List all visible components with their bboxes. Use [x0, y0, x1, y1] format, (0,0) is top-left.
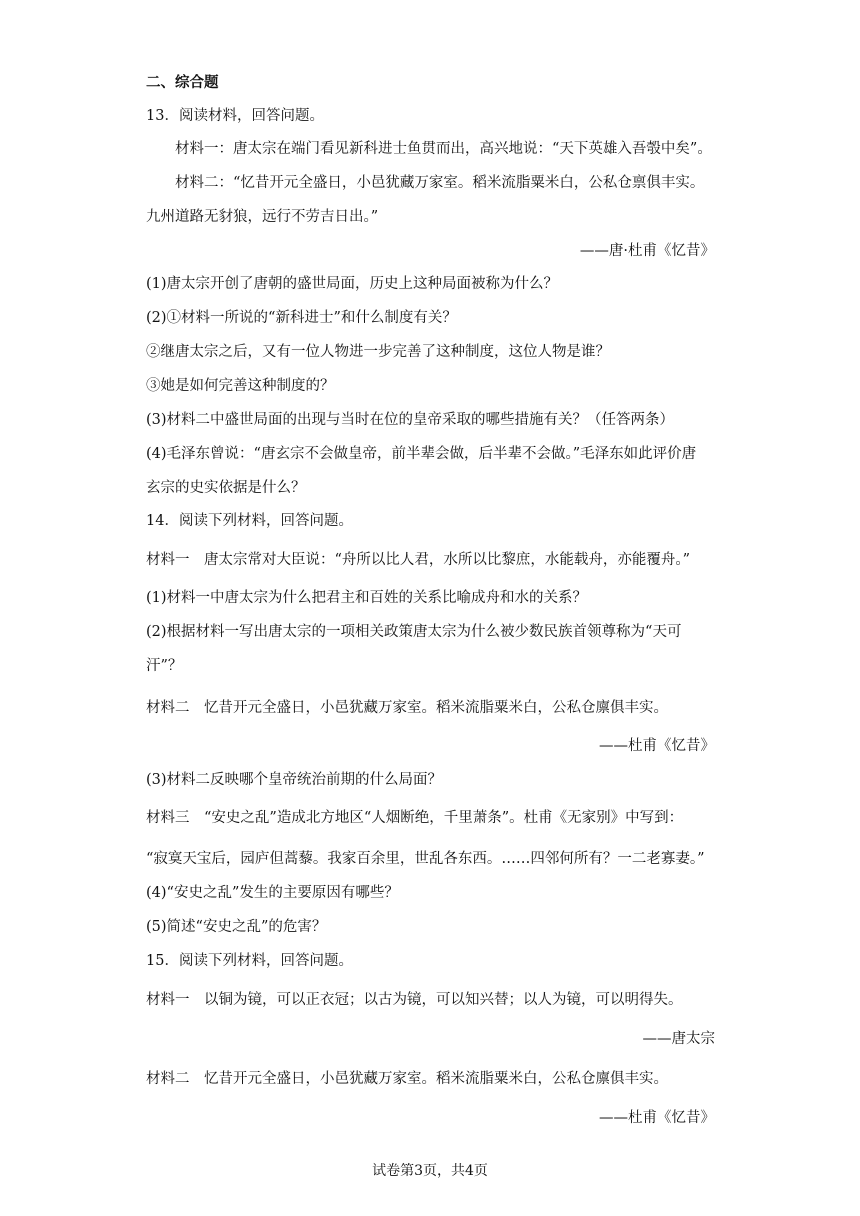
q14-question-2-line-1: (2)根据材料一写出唐太宗的一项相关政策唐太宗为什么被少数民族首领尊称为“天可: [146, 624, 682, 640]
q13-question-3: (3)材料二中盛世局面的出现与当时在位的皇帝采取的哪些措施有关？（任答两条）: [146, 412, 675, 428]
q13-material-2-line-2: 九州道路无豺狼，远行不劳吉日出。”: [146, 209, 379, 225]
q14-source-2: ——杜甫《忆昔》: [599, 738, 715, 754]
q14-material-3-line-1: 材料三 “安史之乱”造成北方地区“人烟断绝，千里萧条”。杜甫《无家别》中写到：: [146, 810, 684, 826]
q14-question-2-line-2: 汗”？: [146, 658, 183, 674]
q13-heading: 13．阅读材料，回答问题。: [146, 108, 324, 124]
q15-source-2: ——杜甫《忆昔》: [599, 1110, 715, 1126]
q13-question-2a: (2)①材料一所说的“新科进士”和什么制度有关？: [146, 310, 457, 326]
section-title: 二、综合题: [146, 74, 219, 91]
q14-question-4: (4)“安史之乱”发生的主要原因有哪些？: [146, 885, 399, 901]
q13-question-4-line-2: 玄宗的史实依据是什么？: [146, 480, 306, 496]
q14-material-1: 材料一 唐太宗常对大臣说：“舟所以比人君，水所以比黎庶，水能载舟，亦能覆舟。”: [146, 552, 691, 568]
q15-source-1: ——唐太宗: [642, 1031, 715, 1047]
q13-question-1: (1)唐太宗开创了唐朝的盛世局面，历史上这种局面被称为什么？: [146, 276, 559, 292]
q15-material-1: 材料一 以铜为镜，可以正衣冠；以古为镜，可以知兴替；以人为镜，可以明得失。: [146, 992, 683, 1008]
q15-material-2: 材料二 忆昔开元全盛日，小邑犹藏万家室。稻米流脂粟米白，公私仓廪俱丰实。: [146, 1071, 668, 1087]
q13-material-2-line-1: 材料二：“忆昔开元全盛日，小邑犹藏万家室。稻米流脂粟米白，公私仓禀俱丰实。: [175, 175, 705, 191]
q14-question-1: (1)材料一中唐太宗为什么把君主和百姓的关系比喻成舟和水的关系？: [146, 590, 588, 606]
q14-question-5: (5)简述“安史之乱”的危害？: [146, 919, 327, 935]
q13-material-1: 材料一：唐太宗在端门看见新科进士鱼贯而出，高兴地说：“天下英雄入吾彀中矣”。: [175, 141, 712, 157]
q14-material-3-line-2: “寂寞天宝后，园庐但蒿藜。我家百余里，世乱各东西。……四邻何所有？一二老寡妻。”: [146, 851, 705, 867]
q14-heading: 14．阅读下列材料，回答问题。: [146, 513, 353, 529]
q14-material-2: 材料二 忆昔开元全盛日，小邑犹藏万家室。稻米流脂粟米白，公私仓廪俱丰实。: [146, 700, 668, 716]
q13-question-2c: ③她是如何完善这种制度的？: [146, 378, 335, 394]
q13-question-2b: ②继唐太宗之后，又有一位人物进一步完善了这种制度，这位人物是谁？: [146, 344, 610, 360]
q13-source: ——唐·杜甫《忆昔》: [579, 243, 715, 259]
q14-question-3: (3)材料二反映哪个皇帝统治前期的什么局面？: [146, 772, 443, 788]
q15-heading: 15．阅读下列材料，回答问题。: [146, 953, 353, 969]
page-footer: 试卷第3页，共4页: [372, 1163, 488, 1179]
q13-question-4-line-1: (4)毛泽东曾说：“唐玄宗不会做皇帝，前半辈会做，后半辈不会做。”毛泽东如此评价唐: [146, 446, 697, 462]
